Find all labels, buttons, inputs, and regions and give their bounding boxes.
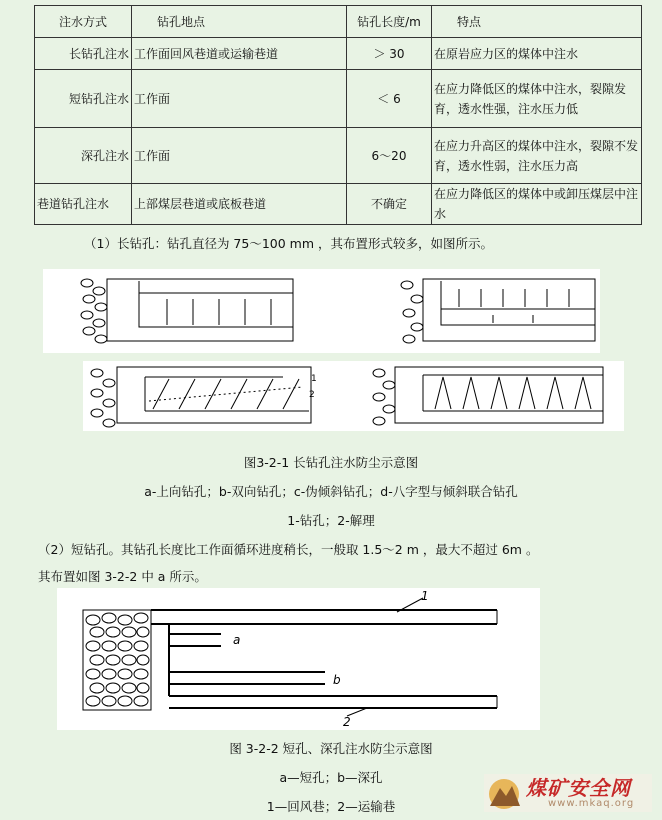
mining-water-injection-table [34,5,642,225]
table-cell: ＞ 30 [347,38,432,70]
table-cell: 工作面回风巷道或运输巷道 [132,38,347,70]
figure1-legend-labels: 1-钻孔；2-解理 [287,513,375,528]
watermark-url: www.mkaq.org [548,798,635,809]
paragraph-short-borehole-cont: 其布置如图 3-2-2 中 a 所示。 [38,569,207,584]
table-row [35,38,642,70]
table-cell: 深孔注水 [35,128,132,184]
coal-rubble-right [401,281,423,343]
table-cell: ＜ 6 [347,70,432,128]
table-cell: 工作面 [132,70,347,128]
figure1-legend-types: a-上向钻孔；b-双向钻孔；c-伪倾斜钻孔；d-八字型与倾斜联合钻孔 [144,484,518,499]
table-cell: 在应力降低区的煤体中注水，裂隙发育，透水性强，注水压力低 [432,70,642,128]
table-cell: 在原岩应力区的煤体中注水 [432,38,642,70]
coal-rubble-left [91,369,115,427]
paragraph-long-borehole: （1）长钻孔：钻孔直径为 75～100 mm ，其布置形式较多，如图所示。 [84,236,493,251]
figure-long-borehole-bottom [83,361,624,431]
table-row [35,70,642,128]
coal-face-rubble [83,610,151,710]
table-cell: 6～20 [347,128,432,184]
header-cell: 钻孔长度/m [347,6,432,38]
figure-long-borehole-top [43,269,600,353]
figure1-caption: 图3-2-1 长钻孔注水防尘示意图 [243,455,419,470]
header-cell: 特点 [432,6,642,38]
watermark-title: 煤矿安全网 [526,776,631,800]
label-haulage-roadway: 2 [343,715,351,729]
table-row [35,184,642,225]
coal-rubble-right [373,369,395,425]
figure-short-deep-borehole [57,588,540,730]
table-cell: 巷道钻孔注水 [35,184,132,225]
label-deep-hole: b [333,673,341,687]
table-cell: 工作面 [132,128,347,184]
table-cell: 上部煤层巷道或底板巷道 [132,184,347,225]
label-borehole: 1 [311,374,317,384]
paragraph-short-borehole: （2）短钻孔。其钻孔长度比工作面循环进度稍长，一般取 1.5～2 m ，最大不超过 6m 。 [38,542,539,557]
table-cell: 在应力升高区的煤体中注水，裂隙不发育，透水性弱，注水压力高 [432,128,642,184]
header-cell: 注水方式 [35,6,132,38]
figure2-legend-holes: a—短孔；b—深孔 [279,770,383,785]
table-cell: 长钻孔注水 [35,38,132,70]
table-cell: 不确定 [347,184,432,225]
figure2-legend-roadways: 1—回风巷；2—运输巷 [266,799,396,814]
coal-rubble-left [81,279,107,343]
figure2-caption: 图 3-2-2 短孔、深孔注水防尘示意图 [229,741,433,756]
header-cell: 钻孔地点 [132,6,347,38]
table-row [35,128,642,184]
label-cleat: 2 [309,390,315,400]
table-cell: 短钻孔注水 [35,70,132,128]
table-header-row [35,6,642,38]
label-short-hole: a [233,633,241,647]
label-return-airway: 1 [421,589,429,603]
table-cell: 在应力降低区的煤体中或卸压煤层中注水 [432,184,642,225]
